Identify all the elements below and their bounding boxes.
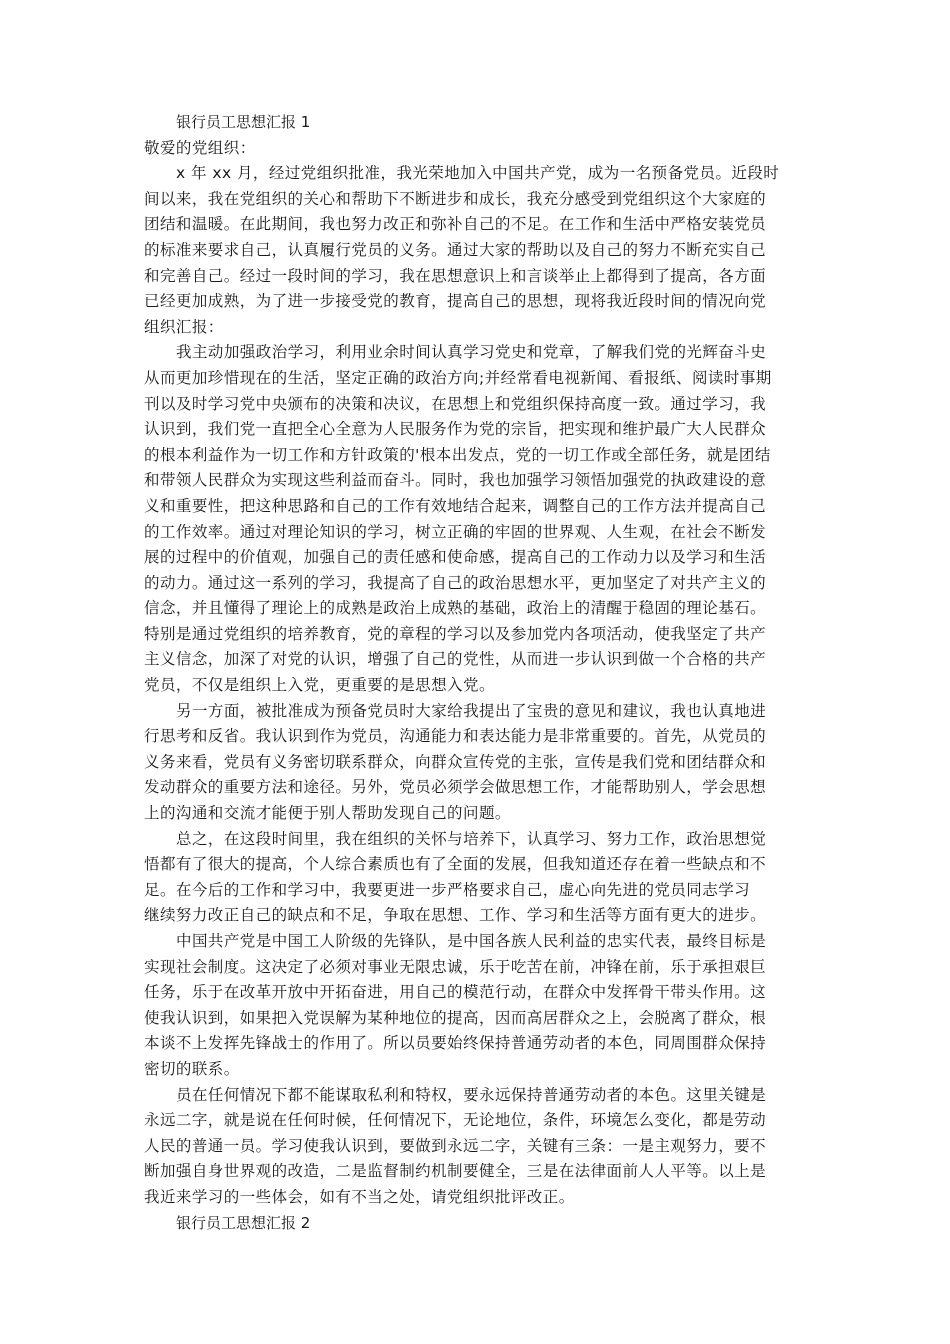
paragraph-line: 的标准来要求自己，认真履行党员的义务。通过大家的帮助以及自己的努力不断充实自己 bbox=[144, 240, 767, 259]
document-title-1: 银行员工思想汇报 1 bbox=[176, 113, 311, 131]
paragraph-line: 足。在今后的工作和学习中，我要更进一步严格要求自己，虚心向先进的党员同志学习 bbox=[144, 880, 751, 899]
paragraph-line: 员在任何情况下都不能谋取私利和特权，要永远保持普通劳动者的本色。这里关键是 bbox=[176, 1085, 767, 1104]
paragraph-line: x 年 xx 月，经过党组织批准，我光荣地加入中国共产党，成为一名预备党员。近段时 bbox=[176, 164, 780, 183]
document-title-2: 银行员工思想汇报 2 bbox=[176, 1213, 311, 1232]
paragraph-line: 团结和温暖。在此期间，我也努力改正和弥补自己的不足。在工作和生活中严格安装党员 bbox=[144, 215, 767, 234]
paragraph-line: 中国共产党是中国工人阶级的先锋队，是中国各族人民利益的忠实代表，最终目标是 bbox=[176, 932, 767, 950]
paragraph-line: 悟都有了很大的提高，个人综合素质也有了全面的发展，但我知道还存在着一些缺点和不 bbox=[144, 855, 767, 874]
paragraph-line: 组织汇报： bbox=[144, 317, 224, 336]
paragraph bbox=[144, 161, 812, 340]
paragraph-line: 永远二字，就是说在任何时候，任何情况下，无论地位，条件，环境怎么变化，都是劳动 bbox=[144, 1111, 767, 1130]
paragraph-line: 总之，在这段时间里，我在组织的关怀与培养下，认真学习、努力工作，政治思想觉 bbox=[176, 829, 767, 848]
paragraph-line: 认识到，我们党一直把全心全意为人民服务作为党的宗旨，把实现和维护最广大人民群众 bbox=[144, 420, 767, 439]
paragraph-line: 的根本利益作为一切工作和方针政策的'根本出发点，党的一切工作或全部任务，就是团结 bbox=[144, 445, 771, 464]
paragraph-line: 的动力。通过这一系列的学习，我提高了自己的政治思想水平，更加坚定了对共产主义的 bbox=[144, 573, 767, 592]
paragraph bbox=[144, 699, 812, 827]
paragraph-line: 任务，乐于在改革开放中开拓奋进，用自己的模范行动，在群众中发挥骨干带头作用。这 bbox=[144, 983, 767, 1002]
paragraph-line: 已经更加成熟，为了进一步接受党的教育，提高自己的思想，现将我近段时间的情况向党 bbox=[144, 292, 767, 311]
paragraph-line: 人民的普通一员。学习使我认识到，要做到永远二字，关键有三条：一是主观努力，要不 bbox=[144, 1136, 767, 1155]
paragraph-line: 展的过程中的价值观，加强自己的责任感和使命感，提高自己的工作动力以及学习和生活 bbox=[144, 548, 767, 567]
paragraph bbox=[144, 929, 812, 1083]
paragraph-line: 信念，并且懂得了理论上的成熟是政治上成熟的基础，政治上的清醒于稳固的理论基石。 bbox=[144, 599, 767, 618]
paragraph bbox=[144, 340, 812, 698]
paragraph-line: 我主动加强政治学习，利用业余时间认真学习党史和党章，了解我们党的光辉奋斗史 bbox=[176, 343, 767, 362]
paragraph-line: 刊以及时学习党中央颁布的决策和决议，在思想上和党组织保持高度一致。通过学习，我 bbox=[144, 394, 767, 413]
paragraph-line: 本谈不上发挥先锋战士的作用了。所以员要始终保持普通劳动者的本色，同周围群众保持 bbox=[144, 1034, 767, 1053]
salutation: 敬爱的党组织： bbox=[144, 138, 256, 157]
paragraph-line: 行思考和反省。我认识到作为党员，沟通能力和表达能力是非常重要的。首先，从党员的 bbox=[144, 727, 767, 746]
paragraph-line: 从而更加珍惜现在的生活，坚定正确的政治方向;并经常看电视新闻、看报纸、阅读时事期 bbox=[144, 368, 772, 387]
paragraph-line: 主义信念，加深了对党的认识，增强了自己的党性，从而进一步认识到做一个合格的共产 bbox=[144, 650, 767, 669]
paragraph bbox=[144, 827, 812, 929]
paragraph-line: 特别是通过党组织的培养教育，党的章程的学习以及参加党内各项活动，使我坚定了共产 bbox=[144, 624, 767, 643]
paragraph-line: 的工作效率。通过对理论知识的学习，树立正确的牢固的世界观、人生观，在社会不断发 bbox=[144, 522, 767, 541]
paragraph-line: 另一方面，被批准成为预备党员时大家给我提出了宝贵的意见和建议，我也认真地进 bbox=[176, 701, 767, 720]
paragraph-line: 和带领人民群众为实现这些利益而奋斗。同时，我也加强学习领悟加强党的执政建设的意 bbox=[144, 471, 767, 490]
paragraph-line: 间以来，我在党组织的关心和帮助下不断进步和成长，我充分感受到党组织这个大家庭的 bbox=[144, 189, 767, 208]
document-body bbox=[144, 161, 812, 1210]
paragraph-line: 上的沟通和交流才能便于别人帮助发现自己的问题。 bbox=[144, 804, 511, 823]
paragraph-line: 密切的联系。 bbox=[144, 1059, 240, 1078]
paragraph-line: 义和重要性，把这种思路和自己的工作有效地结合起来，调整自己的工作方法并提高自己 bbox=[144, 496, 767, 515]
paragraph-line: 义务来看，党员有义务密切联系群众，向群众宣传党的主张，宣传是我们党和团结群众和 bbox=[144, 752, 767, 771]
paragraph-line: 使我认识到，如果把入党误解为某种地位的提高，因而高居群众之上，会脱离了群众，根 bbox=[144, 1008, 767, 1027]
document-page bbox=[144, 110, 812, 1236]
paragraph-line: 继续努力改正自己的缺点和不足，争取在思想、工作、学习和生活等方面有更大的进步。 bbox=[144, 906, 767, 925]
paragraph-line: 党员，不仅是组织上入党，更重要的是思想入党。 bbox=[144, 676, 495, 695]
paragraph-line: 和完善自己。经过一段时间的学习，我在思想意识上和言谈举止上都得到了提高，各方面 bbox=[144, 266, 767, 285]
paragraph-line: 我近来学习的一些体会，如有不当之处，请党组织批评改正。 bbox=[144, 1187, 575, 1206]
paragraph bbox=[144, 1083, 812, 1211]
paragraph-line: 断加强自身世界观的改造，二是监督制约机制要健全，三是在法律面前人人平等。以上是 bbox=[144, 1162, 767, 1181]
paragraph-line: 发动群众的重要方法和途径。另外，党员必须学会做思想工作，才能帮助别人，学会思想 bbox=[144, 778, 767, 797]
paragraph-line: 实现社会制度。这决定了必须对事业无限忠诚，乐于吃苦在前，冲锋在前，乐于承担艰巨 bbox=[144, 957, 767, 976]
